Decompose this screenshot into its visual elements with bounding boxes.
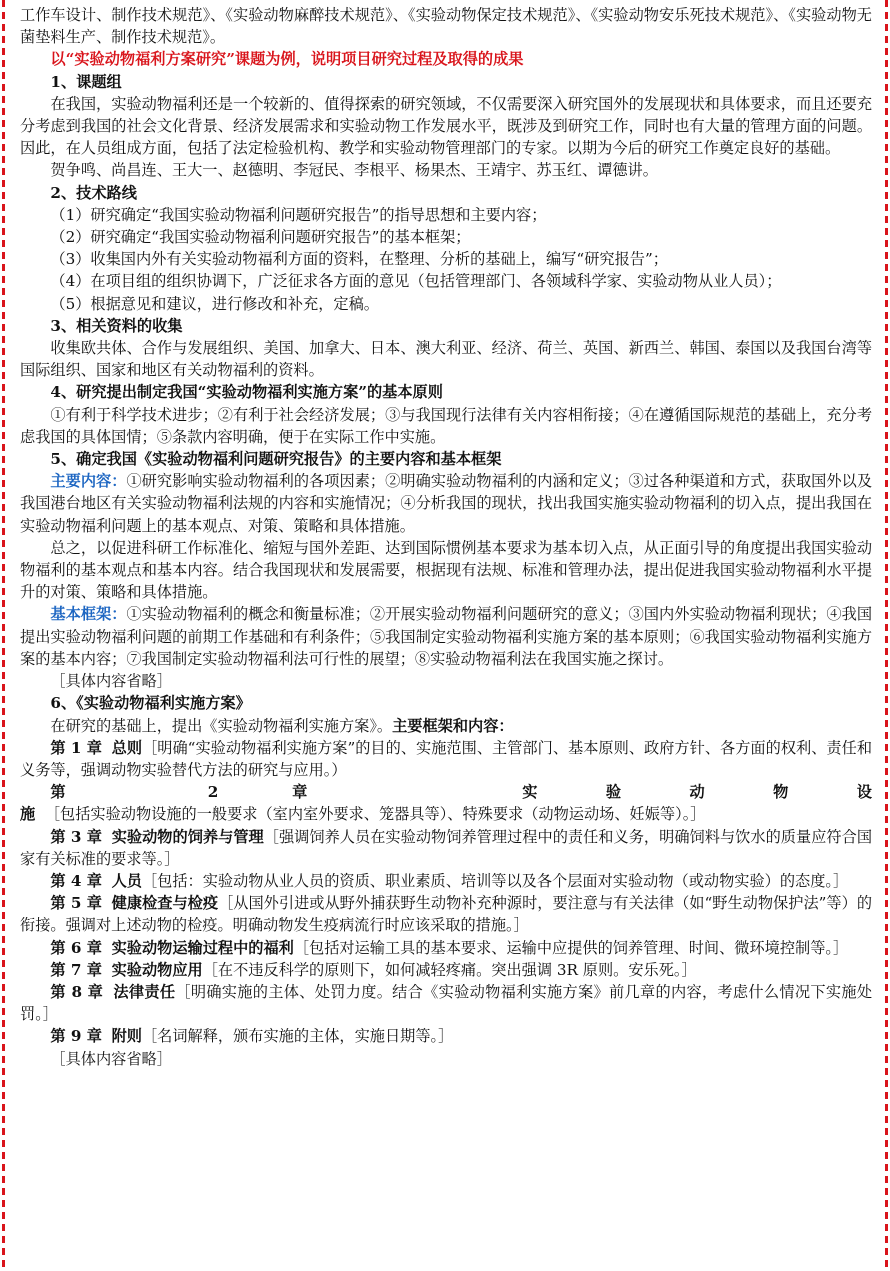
chapter-item	[20, 959, 872, 981]
chapter-number: 第 2 章	[50, 783, 376, 802]
chapter-item	[20, 937, 872, 959]
framework-label: 基本框架：	[50, 605, 127, 624]
chapter-title: 健康检查与检疫	[111, 894, 219, 913]
chapter-number: 第 9 章	[50, 1027, 102, 1046]
chapter-title: 实验动物设施	[20, 783, 872, 824]
section-title: 以“实验动物福利方案研究”课题为例，说明项目研究过程及取得的成果	[50, 50, 524, 69]
chapter-title: 总则	[111, 738, 143, 757]
chapter-text: ［在不违反科学的原则下，如何减轻疼痛。突出强调 3R 原则。安乐死。］	[202, 960, 697, 979]
plan-intro	[20, 715, 872, 737]
chapter-text: ［名词解释，颁布实施的主体，实施日期等。］	[141, 1027, 454, 1046]
framework-paragraph	[20, 603, 872, 670]
omitted-note: ［具体内容省略］	[50, 672, 172, 691]
heading-team: 1、课题组	[50, 72, 122, 91]
plan-intro-bold: 主要框架和内容：	[392, 716, 514, 735]
omitted-note: ［具体内容省略］	[50, 1049, 172, 1068]
intro-paragraph: 工作车设计、制作技术规范》、《实验动物麻醉技术规范》、《实验动物保定技术规范》、《实验动物安乐死技术规范》、《实验动物无菌垫料生产、制作技术规范》。	[20, 6, 872, 47]
chapter-title: 实验动物运输过程中的福利	[111, 938, 294, 957]
chapter-item	[20, 737, 872, 781]
chapter-item	[20, 826, 872, 870]
framework-text: ①实验动物福利的概念和衡量标准；②开展实验动物福利问题研究的意义；③国内外实验动物福利现状；④我国提出实验动物福利问题的前期工作基础和有利条件；⑤我国制定实验动物福利实施方案的基本原则；⑥我国实验动物福利实施方案的基本内容；⑦我国制定实验动物福利法可行性的展望；⑧实验动物福利法在我国实施之探讨。	[20, 605, 873, 668]
chapter-number: 第 7 章	[50, 960, 102, 979]
right-dashed-border	[885, 0, 888, 1271]
route-item: （4）在项目组的组织协调下，广泛征求各方面的意见（包括管理部门、各领域科学家、实验动物从业人员）；	[50, 272, 782, 291]
chapter-item	[20, 1025, 872, 1047]
principles-paragraph: ①有利于科学技术进步；②有利于社会经济发展；③与我国现行法律有关内容相衔接；④在遵循国际规范的基础上，充分考虑我国的具体国情；⑤条款内容明确，便于在实际工作中实施。	[20, 405, 872, 446]
summary-paragraph: 总之，以促进科研工作标准化、缩短与国外差距、达到国际惯例基本要求为基本切入点，从正面引导的角度提出我国实验动物福利的基本观点和基本内容。结合我国现状和发展需要，根据现有法规、标准和管理办法，提出促进我国实验动物福利水平提升的对策、策略和具体措施。	[20, 538, 872, 602]
chapter-text: ［明确实施的主体、处罚力度。结合《实验动物福利实施方案》前几章的内容，考虑什么情况下实施处罚。］	[20, 982, 873, 1024]
main-content-paragraph	[20, 470, 872, 537]
chapter-title: 人员	[111, 871, 142, 890]
document-page	[20, 4, 872, 1070]
main-content-text: ①研究影响实验动物福利的各项因素；②明确实验动物福利的内涵和定义；③过各种渠道和方式，获取国外以及我国港台地区有关实验动物福利法规的内容和实施情况；④分析我国的现状，找出我国实施实验动物福利的切入点，提出我国在实验动物福利问题上的基本观点、对策、策略和具体措施。	[20, 472, 873, 535]
chapter-number: 第 8 章	[50, 982, 104, 1001]
heading-report-content: 5、确定我国《实验动物福利问题研究报告》的主要内容和基本框架	[50, 450, 502, 469]
chapter-number: 第 6 章	[50, 938, 102, 957]
chapter-title: 法律责任	[113, 982, 176, 1001]
route-item: （1）研究确定“我国实验动物福利问题研究报告”的指导思想和主要内容；	[50, 205, 547, 224]
chapter-text: ［强调饲养人员在实验动物饲养管理过程中的责任和义务，明确饲料与饮水的质量应符合国家有关标准的要求等。］	[20, 827, 873, 868]
heading-materials: 3、相关资料的收集	[50, 316, 183, 335]
chapter-title: 实验动物的饲养与管理	[111, 827, 264, 846]
chapter-text: ［包括实验动物设施的一般要求（室内室外要求、笼器具等）、特殊要求（动物运动场、妊娠等）。］	[44, 805, 706, 824]
route-item: （2）研究确定“我国实验动物福利问题研究报告”的基本框架；	[50, 228, 471, 247]
chapter-item	[20, 870, 872, 892]
chapter-number: 第 1 章	[50, 738, 102, 757]
chapter-item	[20, 781, 872, 825]
chapter-number: 第 3 章	[50, 827, 102, 846]
team-paragraph: 在我国，实验动物福利还是一个较新的、值得探索的研究领域，不仅需要深入研究国外的发展现状和具体要求，而且还要充分考虑到我国的社会文化背景、经济发展需求和实验动物工作发展水平，既涉及到研究工作，同时也有大量的管理方面的问题。因此，在人员组成方面，包括了法定检验机构、教学和实验动物管理部门的专家。以期为今后的研究工作奠定良好的基础。	[20, 94, 872, 158]
chapter-number: 第 4 章	[50, 871, 102, 890]
chapter-item	[20, 981, 872, 1025]
team-members: 贺争鸣、尚昌连、王大一、赵德明、李冠民、李根平、杨果杰、王靖宇、苏玉红、谭德讲。	[50, 161, 658, 180]
heading-implementation-plan: 6、《实验动物福利实施方案》	[50, 694, 251, 713]
heading-principles: 4、研究提出制定我国“实验动物福利实施方案”的基本原则	[50, 383, 443, 402]
chapter-text: ［明确“实验动物福利实施方案”的目的、实施范围、主管部门、基本原则、政府方针、各方面的权利、责任和义务等，强调动物实验替代方法的研究与应用。）	[20, 738, 873, 779]
chapter-text: ［包括对运输工具的基本要求、运输中应提供的饲养管理、时间、微环境控制等。］	[293, 938, 849, 957]
chapter-text: ［包括：实验动物从业人员的资质、职业素质、培训等以及各个层面对实验动物（或动物实验）的态度。］	[141, 871, 849, 890]
chapter-title: 实验动物应用	[111, 960, 203, 979]
left-dashed-border	[2, 0, 5, 1271]
chapter-title: 附则	[111, 1027, 142, 1046]
plan-intro-text: 在研究的基础上，提出《实验动物福利实施方案》。	[50, 716, 393, 735]
heading-technical-route: 2、技术路线	[50, 183, 137, 202]
chapter-item	[20, 892, 872, 936]
main-content-label: 主要内容：	[50, 472, 127, 491]
route-item: （5）根据意见和建议，进行修改和补充，定稿。	[50, 294, 379, 313]
route-item: （3）收集国内外有关实验动物福利方面的资料，在整理、分析的基础上，编写“研究报告”；	[50, 250, 668, 269]
materials-paragraph: 收集欧共体、合作与发展组织、美国、加拿大、日本、澳大利亚、经济、荷兰、英国、新西兰、韩国、泰国以及我国台湾等国际组织、国家和地区有关动物福利的资料。	[20, 339, 872, 380]
chapter-text: ［从国外引进或从野外捕获野生动物补充种源时，要注意与有关法律（如“野生动物保护法”等）的衔接。强调对上述动物的检疫。明确动物发生疫病流行时应该采取的措施。］	[20, 894, 873, 935]
chapter-number: 第 5 章	[50, 894, 102, 913]
